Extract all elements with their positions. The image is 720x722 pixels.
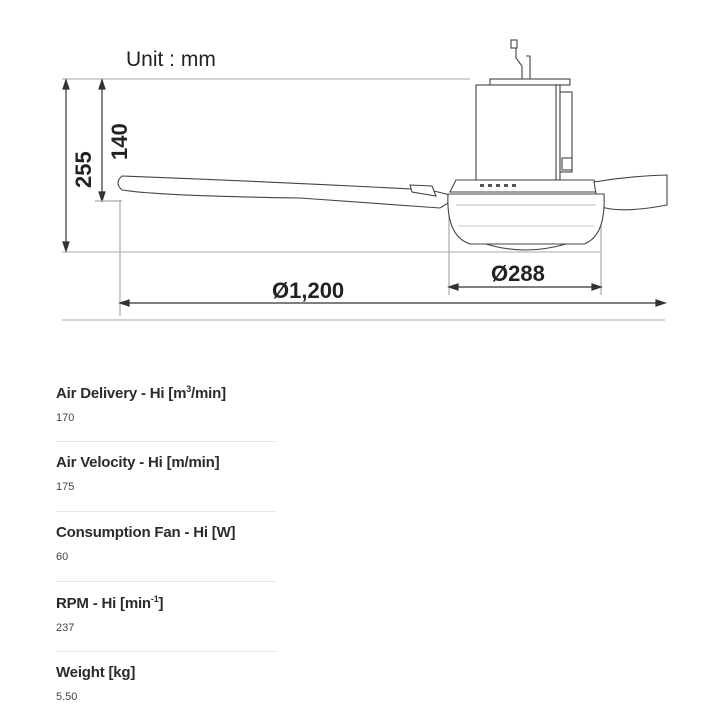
dim-140-label: 140 <box>107 123 132 160</box>
spec-label <box>56 442 276 471</box>
spec-label <box>56 582 276 612</box>
spec-list <box>56 372 276 722</box>
spec-label-text: Consumption Fan - Hi [W] <box>56 524 236 541</box>
spec-label-text: RPM - Hi [min <box>56 595 151 612</box>
spec-label-end: /min] <box>191 385 226 402</box>
unit-label: Unit : mm <box>126 48 216 71</box>
spec-label-text: Air Velocity - Hi [m/min] <box>56 454 220 471</box>
spec-value: 237 <box>56 622 75 634</box>
spec-value: 60 <box>56 551 69 563</box>
spec-label <box>56 652 276 681</box>
dim-255-label: 255 <box>71 151 96 188</box>
spec-row-air-velocity <box>56 442 276 512</box>
fan-dimension-diagram <box>0 0 720 330</box>
spec-value: 170 <box>56 412 75 424</box>
spec-label <box>56 512 276 541</box>
ceiling-fan-drawing <box>118 40 667 250</box>
spec-label <box>56 372 276 402</box>
spec-label-sup: 3 <box>186 384 192 394</box>
spec-row-consumption <box>56 512 276 582</box>
spec-row-air-delivery <box>56 372 276 442</box>
spec-label-text: Weight [kg] <box>56 664 136 681</box>
dim-1200-label: Ø1,200 <box>272 278 345 303</box>
spec-label-sup: -1 <box>150 594 159 604</box>
spec-label-end: ] <box>158 595 164 612</box>
spec-value: 5.50 <box>56 691 78 703</box>
spec-value: 175 <box>56 481 75 493</box>
spec-row-weight <box>56 652 276 722</box>
dimension-255 <box>63 80 69 251</box>
spec-label-text: Air Delivery - Hi [m <box>56 385 187 402</box>
spec-row-rpm <box>56 582 276 652</box>
dim-288-label: Ø288 <box>491 261 545 286</box>
